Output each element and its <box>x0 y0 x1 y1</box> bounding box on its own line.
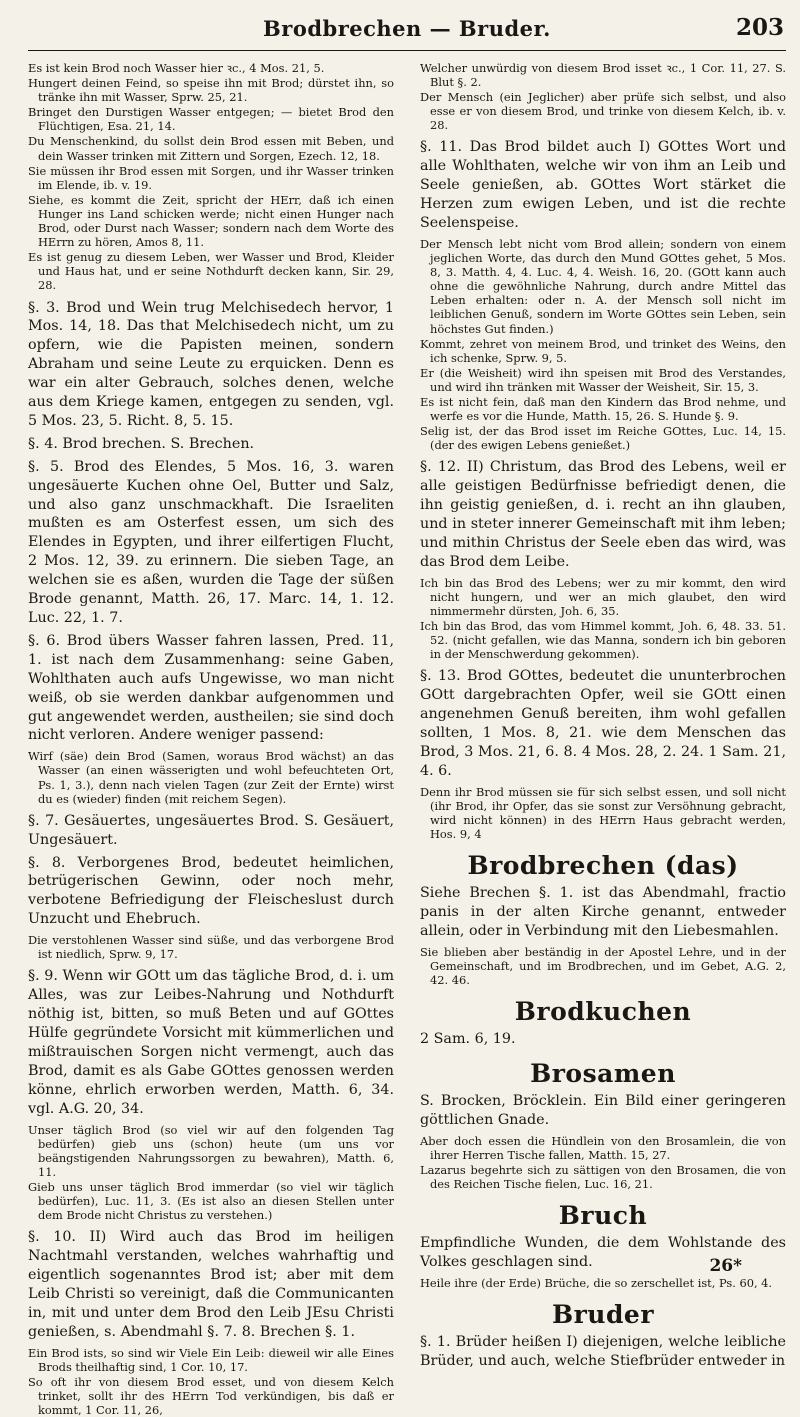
quote-line: Er (die Weisheit) wird ihn speisen mit Brod des Verstandes, und wird ihn tränken mit Wasser der Weisheit, Sir. 15, 3. <box>420 365 786 394</box>
quote-block <box>420 61 786 132</box>
entry-text-bruch: Empfindliche Wunden, die dem Wohlstande des Volkes geschlagen sind. <box>420 1235 786 1271</box>
quote-line: Selig ist, der das Brod isset im Reiche GOttes, Luc. 14, 15. (der des ewigen Lebens genießet.) <box>420 424 786 453</box>
quote-block <box>420 785 786 841</box>
quote-line: Der Mensch (ein Jeglicher) aber prüfe sich selbst, und also esse er von diesem Brod, und trinke von diesem Kelch, ib. v. 28. <box>420 90 786 133</box>
entry-heading-bruch: Bruch <box>558 1201 648 1231</box>
quote-line: Sie müssen ihr Brod essen mit Sorgen, und ihr Wasser trinken im Elende, ib. v. 19. <box>28 163 394 192</box>
quote-line: Sie blieben aber beständig in der Apostel Lehre, und in der Gemeinschaft, und im Brodbrechen, und im Gebet, A.G. 2, 42. 46. <box>420 944 786 988</box>
quote-line: Die verstohlenen Wasser sind süße, und das verborgene Brod ist niedlich, Sprw. 9, 17. <box>28 933 394 962</box>
entry-text-brodbrechen: Siehe Brechen §. 1. ist das Abendmahl, fractio panis in der alten Kirche genannt, entweder allein, oder in Verbindung mit den Liebesmahlen. <box>420 885 786 940</box>
section-3: §. 3. Brod und Wein trug Melchisedech hervor, 1 Mos. 14, 18. Das that Melchisedech nicht, um zu opfern, wie die Papisten meinen, sondern Abraham und seine Leute zu erquicken. Denn es war ein alter Gebrauch, solches denen, welche aus dem Kriege kamen, entgegen zu senden, vgl. 5 Mos. 23, 5. Richt. 8, 5. 15. <box>28 299 394 429</box>
quote-block <box>420 1276 786 1290</box>
right-column <box>420 59 786 1370</box>
section-12: §. 12. II) Christum, das Brod des Lebens, weil er alle geistigen Bedürfnisse befriedigt denen, die ihn geistig genießen, d. i. recht an ihn glauben, und in steter innerer Gemeinschaft mit ihm leben; und mithin Christus der Seele eben das wird, was das Brod dem Leibe. <box>420 459 786 570</box>
quote-line: Unser täglich Brod (so viel wir auf den folgenden Tag bedürfen) gieb uns (schon) heute (um uns vor beängstigenden Nahrungssorgen zu bewahren), Matth. 6, 11. <box>28 1122 394 1179</box>
quote-block <box>28 1123 394 1223</box>
entry-heading-brodkuchen: Brodkuchen <box>514 997 692 1027</box>
quote-line: Wirf (säe) dein Brod (Samen, woraus Brod wächst) an das Wasser (an einen wässerigten und wohl befeuchteten Ort, Ps. 1, 3.), denn nach vielen Tagen (zur Zeit der Ernte) wirst du es (wieder) finden (mit reichem Segen). <box>28 749 394 806</box>
quote-line: Es ist genug zu diesem Leben, wer Wasser und Brod, Kleider und Haus hat, und er seine Nothdurft decken kann, Sir. 29, 28. <box>28 250 394 293</box>
quote-block <box>28 933 394 961</box>
quote-line: Ein Brod ists, so sind wir Viele Ein Leib: dieweil wir alle Eines Brods theilhaftig sind, 1 Cor. 10, 17. <box>28 1345 394 1374</box>
two-column-body <box>28 59 786 1417</box>
entry-text-brodkuchen: 2 Sam. 6, 19. <box>420 1031 516 1048</box>
section-6: §. 6. Brod übers Wasser fahren lassen, Pred. 11, 1. ist nach dem Zusammenhang: seine Gaben, Wohlthaten auch aufs Ungewisse, wo man nicht weiß, ob sie werden dankbar aufgenommen und gut angewendet werden, austheilen; sie sind doch nicht verloren. Andere weniger passend: <box>28 632 394 744</box>
quote-block <box>420 1134 786 1191</box>
signature-mark: 26* <box>709 1256 742 1276</box>
quote-block <box>420 945 786 987</box>
quote-line: Bringet den Durstigen Wasser entgegen; — bietet Brod den Flüchtigen, Esa. 21, 14. <box>28 105 394 134</box>
section-4: §. 4. Brod brechen. S. Brechen. <box>28 435 255 452</box>
quote-line: Siehe, es kommt die Zeit, spricht der HErr, daß ich einen Hunger ins Land schicken werde; nicht einen Hunger nach Brod, oder Durst nach Wasser; sondern nach dem Worte des HErrn zu hören, Amos 8, 11. <box>28 192 394 250</box>
section-9: §. 9. Wenn wir GOtt um das tägliche Brod, d. i. um Alles, was zur Leibes-Nahrung und Nothdurft nöthig ist, bitten, so muß Beten und auf GOttes Hülfe gegründete Vorsicht mit kümmerlichen und mißtrauischen Sorgen nicht vermengt, auch das Brod, damit es als Gabe GOttes genossen werden könne, ehrlich erworben werden, Matth. 6, 34. vgl. A.G. 20, 34. <box>28 968 394 1117</box>
entry-heading-brodbrechen: Brodbrechen (das) <box>467 851 739 881</box>
quote-line: Es ist nicht fein, daß man den Kindern das Brod nehme, und werfe es vor die Hunde, Matth. 15, 26. S. Hunde §. 9. <box>420 395 786 424</box>
quote-line: Es ist kein Brod noch Wasser hier ꝛc., 4 Mos. 21, 5. <box>28 61 325 75</box>
quote-block <box>420 576 786 662</box>
quote-line: Der Mensch lebt nicht vom Brod allein; sondern von einem jeglichen Worte, das durch den Mund GOttes gehet, 5 Mos. 8, 3. Matth. 4, 4. Luc. 4, 4. Weish. 16, 20. (GOtt kann auch ohne die gewöhnliche Nahrung, durch andre Mittel das Leben erhalten: oder n. A. der Mensch soll nicht im leiblichen Genuß, sondern im Worte GOttes sein Leben, sein höchstes Gut finden.) <box>420 237 786 336</box>
quote-line: Heile ihre (der Erde) Brüche, die so zerschellet ist, Ps. 60, 4. <box>420 1276 773 1291</box>
entry-heading-brosamen: Brosamen <box>530 1059 676 1089</box>
section-8: §. 8. Verborgenes Brod, bedeutet heimlichen, betrügerischen Gewinn, oder noch mehr, verbotene Befriedigung der Fleischeslust durch Unzucht und Ehebruch. <box>28 854 394 928</box>
section-5: §. 5. Brod des Elendes, 5 Mos. 16, 3. waren ungesäuerte Kuchen ohne Oel, Butter und Salz, und also ganz unschmackhaft. Die Israeliten mußten es am Osterfest essen, um sich des Elendes in Egypten, und ihrer eilfertigen Flucht, 2 Mos. 12, 39. zu erinnern. Die sieben Tage, an welchen sie es aßen, wurden die Tage der süßen Brode genannt, Matth. 26, 17. Marc. 14, 1. 12. Luc. 22, 1. 7. <box>28 458 394 626</box>
quote-line: Gieb uns unser täglich Brod immerdar (so viel wir täglich bedürfen), Luc. 11, 3. (Es ist also an diesen Stellen unter dem Brode nicht Christus zu verstehen.) <box>28 1179 394 1223</box>
section-13: §. 13. Brod GOttes, bedeutet die ununterbrochen GOtt dargebrachten Opfer, weil sie GOtt einen angenehmen Genuß bereiten, ihm wohl gefallen sollten, 1 Mos. 8, 21. wie dem Menschen das Brod, 3 Mos. 21, 6. 8. 4 Mos. 28, 2. 24. 1 Sam. 21, 4. 6. <box>420 668 786 779</box>
quote-line: Ich bin das Brod, das vom Himmel kommt, Joh. 6, 48. 33. 51. 52. (nicht gefallen, wie das Manna, sondern ich bin geboren in der Menschwerdung gekommen). <box>420 619 786 662</box>
page-number: 203 <box>735 14 784 41</box>
quote-block <box>28 61 394 293</box>
running-title: Brodbrechen — Bruder. <box>263 16 551 41</box>
quote-line: Welcher unwürdig von diesem Brod isset ꝛc., 1 Cor. 11, 27. S. Blut §. 2. <box>420 61 786 90</box>
quote-line: Ich bin das Brod des Lebens; wer zu mir kommt, den wird nicht hungern, und wer an mich glaubet, den wird nimmermehr dürsten, Joh. 6, 35. <box>420 575 786 619</box>
quote-line: Lazarus begehrte sich zu sättigen von den Brosamen, die von des Reichen Tische fielen, Luc. 16, 21. <box>420 1163 786 1192</box>
running-header <box>28 10 786 51</box>
quote-block <box>420 237 786 452</box>
entry-text-brosamen: S. Brocken, Bröcklein. Ein Bild einer geringeren göttlichen Gnade. <box>420 1093 786 1129</box>
quote-line: Denn ihr Brod müssen sie für sich selbst essen, und soll nicht (ihr Brod, ihr Opfer, das sie sonst zur Versöhnung gebracht, wird nicht können) in des HErrn Haus gebracht werden, Hos. 9, 4 <box>420 784 786 842</box>
section-7: §. 7. Gesäuertes, ungesäuertes Brod. S. Gesäuert, Ungesäuert. <box>28 812 394 848</box>
quote-block <box>28 1346 394 1417</box>
quote-line: So oft ihr von diesem Brod esset, und von diesem Kelch trinket, sollt ihr des HErrn Tod verkündigen, bis daß er kommt, 1 Cor. 11, 26, <box>28 1374 394 1417</box>
quote-block <box>28 749 394 805</box>
left-column <box>28 59 394 1417</box>
quote-line: Hungert deinen Feind, so speise ihn mit Brod; dürstet ihn, so tränke ihn mit Wasser, Sprw. 25, 21. <box>28 76 394 105</box>
section-10: §. 10. II) Wird auch das Brod im heiligen Nachtmahl verstanden, welches wahrhaftig und eigentlich sogenanntes Brod ist; aber mit dem Leib Christi so vereinigt, daß die Communicanten in, mit und unter dem Brod den Leib JEsu Christi genießen, s. Abendmahl §. 7. 8. Brechen §. 1. <box>28 1229 394 1340</box>
section-11: §. 11. Das Brod bildet auch I) GOttes Wort und alle Wohlthaten, welche wir von ihm an Leib und Seele genießen, ab. GOttes Wort stärket die Herzen zum ewigen Leben, und ist die rechte Seelenspeise. <box>420 139 786 232</box>
quote-line: Kommt, zehret von meinem Brod, und trinket des Weins, den ich schenke, Sprw. 9, 5. <box>420 336 786 365</box>
entry-heading-bruder: Bruder <box>551 1300 655 1330</box>
quote-line: Aber doch essen die Hündlein von den Brosamlein, die von ihrer Herren Tische fallen, Matth. 15, 27. <box>420 1133 786 1163</box>
quote-line: Du Menschenkind, du sollst dein Brod essen mit Beben, und dein Wasser trinken mit Zittern und Sorgen, Ezech. 12, 18. <box>28 134 394 163</box>
entry-text-bruder: §. 1. Brüder heißen I) diejenigen, welche leibliche Brüder, und auch, welche Stiefbrüder entweder in <box>420 1334 786 1370</box>
